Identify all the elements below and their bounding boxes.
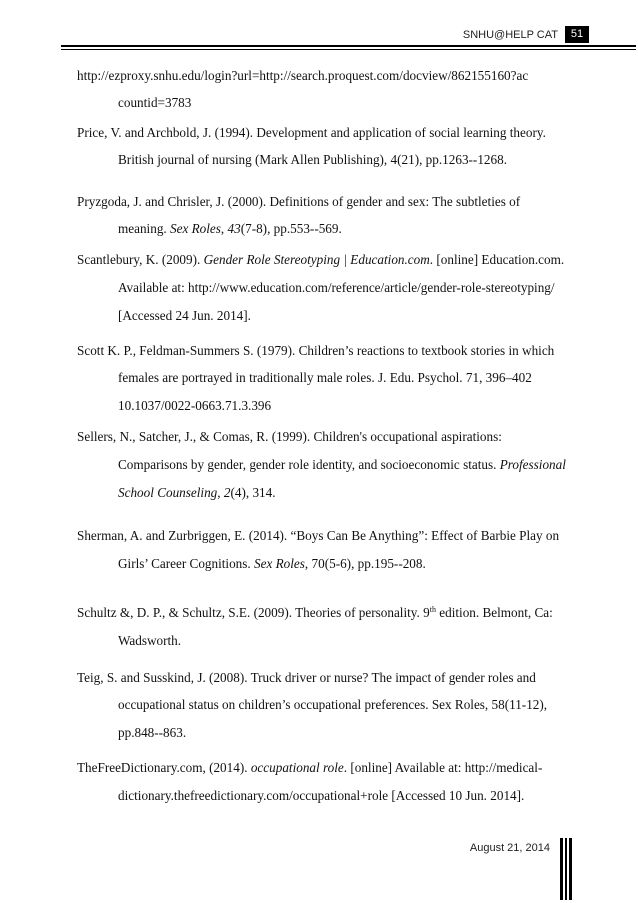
reference-entry-continuation-line [118,280,555,296]
reference-entry-first-line [77,343,554,359]
italic-text: Sex Roles [170,221,221,236]
reference-entry-continuation-line [118,485,276,501]
reference-entry-first-line [77,670,536,686]
reference-entry-continuation-line [118,457,566,473]
italic-text: 2 [223,485,231,500]
reference-entry-first-line [77,194,520,210]
reference-entry-first-line [77,125,546,141]
italic-text: School Counseling [118,485,218,500]
reference-entry-continuation-line [118,697,547,713]
reference-entry-continuation-line [118,370,532,386]
header-rule-thin [61,49,636,50]
reference-text: Comparisons by gender, gender role identity, and socioeconomic status. [118,457,500,472]
reference-text: http://ezproxy.snhu.edu/login?url=http://search.proquest.com/docview/862155160?ac [77,68,529,83]
italic-text: Professional [499,457,566,472]
reference-text: TheFreeDictionary.com, (2014). [77,760,251,775]
reference-entry-continuation-line [118,556,426,572]
italic-text: occupational role [250,760,344,775]
reference-text: Available at: http://www.education.com/reference/article/gender-role-stereotyping/ [118,280,555,295]
superscript: th [429,605,436,614]
reference-entry-continuation-line [118,152,507,168]
reference-text: females are portrayed in traditionally male roles. J. Edu. Psychol. 71, 396–402 [118,370,532,385]
header-rule [61,45,636,47]
reference-text: Scantlebury, K. (2009). [77,252,204,267]
reference-entry-first-line [77,429,502,445]
reference-text: countid=3783 [118,95,192,110]
reference-entry-first-line [77,605,553,621]
footer-date: August 21, 2014 [469,842,550,854]
reference-text: Pryzgoda, J. and Chrisler, J. (2000). Definitions of gender and sex: The subtleties of [77,194,521,209]
italic-text: 43 [227,221,241,236]
running-header: SNHU@HELP CAT [462,29,558,41]
reference-text: , [217,485,224,500]
reference-entry-continuation-line [118,95,191,111]
reference-text: (7-8), pp.553--569. [240,221,342,236]
reference-text: . [online] Education.com. [429,252,565,267]
reference-text: dictionary.thefreedictionary.com/occupational+role [Accessed 10 Jun. 2014]. [118,788,525,803]
reference-text: Teig, S. and Susskind, J. (2008). Truck driver or nurse? The impact of gender roles and [77,670,536,685]
reference-text: Sherman, A. and Zurbriggen, E. (2014). “Boys Can Be Anything”: Effect of Barbie Play on [77,528,560,543]
reference-text: (4), 314. [230,485,276,500]
reference-text: meaning. [118,221,171,236]
reference-text: Girls’ Career Cognitions. [118,556,255,571]
reference-text: British journal of nursing (Mark Allen Publishing), 4(21), pp.1263--1268. [118,152,507,167]
italic-text: Gender Role Stereotyping | Education.com [203,252,430,267]
reference-entry-continuation-line [118,725,186,741]
reference-text: Wadsworth. [118,633,182,648]
reference-text: edition. Belmont, Ca: [435,605,553,620]
reference-text: , 70(5-6), pp.195--208. [304,556,426,571]
reference-text: occupational status on children’s occupational preferences. Sex Roles, 58(11-12), [118,697,548,712]
reference-text: Scott K. P., Feldman-Summers S. (1979). Children’s reactions to textbook stories in which [77,343,555,358]
reference-text: Schultz &, D. P., & Schultz, S.E. (2009). Theories of personality. 9 [77,605,430,620]
footer-bar [569,838,572,900]
reference-text: Price, V. and Archbold, J. (1994). Development and application of social learning theory. [77,125,546,140]
footer-bar [565,838,567,900]
footer-bar [560,838,563,900]
reference-entry-first-line [77,528,559,544]
reference-entry-continuation-line [118,398,271,414]
reference-text: Sellers, N., Satcher, J., & Comas, R. (1999). Children's occupational aspirations: [77,429,502,444]
reference-entry-first-line [77,252,564,268]
reference-text: , [220,221,228,236]
reference-text: pp.848--863. [118,725,187,740]
reference-entry-continuation-line [118,788,524,804]
page-number-badge: 51 [565,26,589,43]
reference-entry-continuation-line [118,308,251,324]
reference-text: [Accessed 24 Jun. 2014]. [118,308,251,323]
reference-entry-continuation-line [118,633,181,649]
reference-text: . [online] Available at: http://medical- [343,760,543,775]
reference-entry-first-line [77,760,542,776]
reference-entry-continuation-line [118,221,342,237]
italic-text: Sex Roles [254,556,305,571]
reference-text: 10.1037/0022-0663.71.3.396 [118,398,272,413]
reference-entry-first-line [77,68,528,84]
